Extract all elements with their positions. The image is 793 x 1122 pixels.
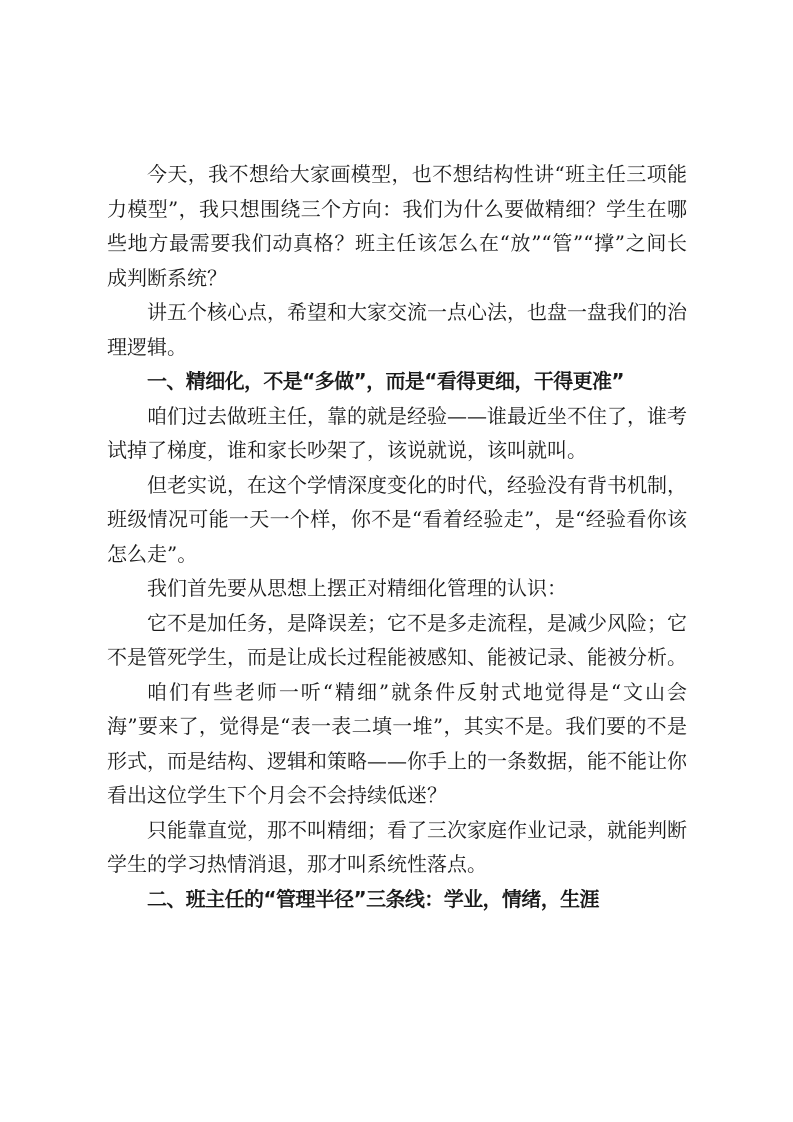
body-paragraph: 我们首先要从思想上摆正对精细化管理的认识： xyxy=(147,576,567,600)
intro-paragraph: 今天，我不想给大家画模型，也不想结构性讲“班主任三项能力模型”，我只想围绕三个方向：我们为什么要做精细？学生在哪些地方最需要我们动真格？班主任该怎么在“放”“管”“撑”之间长成判断系统？ xyxy=(107,162,687,290)
section-heading: 二、班主任的“管理半径”三条线：学业，情绪，生涯 xyxy=(147,886,599,911)
document-body xyxy=(107,157,687,916)
section-heading: 一、精细化，不是“多做”，而是“看得更细，干得更准” xyxy=(147,369,624,393)
body-paragraph: 咱们过去做班主任，靠的就是经验——谁最近坐不住了，谁考试掉了梯度，谁和家长吵架了，该说就说，该叫就叫。 xyxy=(107,403,687,462)
body-paragraph: 咱们有些老师一听“精细”就条件反射式地觉得是“文山会海”要来了，觉得是“表一表二填一堆”，其实不是。我们要的不是形式，而是结构、逻辑和策略——你手上的一条数据，能不能让你看出这位学生下个月会不会持续低迷？ xyxy=(107,679,687,807)
intro-paragraph: 讲五个核心点，希望和大家交流一点心法，也盘一盘我们的治理逻辑。 xyxy=(107,300,687,359)
body-paragraph: 只能靠直觉，那不叫精细；看了三次家庭作业记录，就能判断学生的学习热情消退，那才叫系统性落点。 xyxy=(107,817,687,876)
body-paragraph: 它不是加任务，是降误差；它不是多走流程，是减少风险；它不是管死学生，而是让成长过程能被感知、能被记录、能被分析。 xyxy=(107,610,687,669)
body-paragraph: 但老实说，在这个学情深度变化的时代，经验没有背书机制，班级情况可能一天一个样，你不是“看着经验走”，是“经验看你该怎么走”。 xyxy=(107,472,687,566)
